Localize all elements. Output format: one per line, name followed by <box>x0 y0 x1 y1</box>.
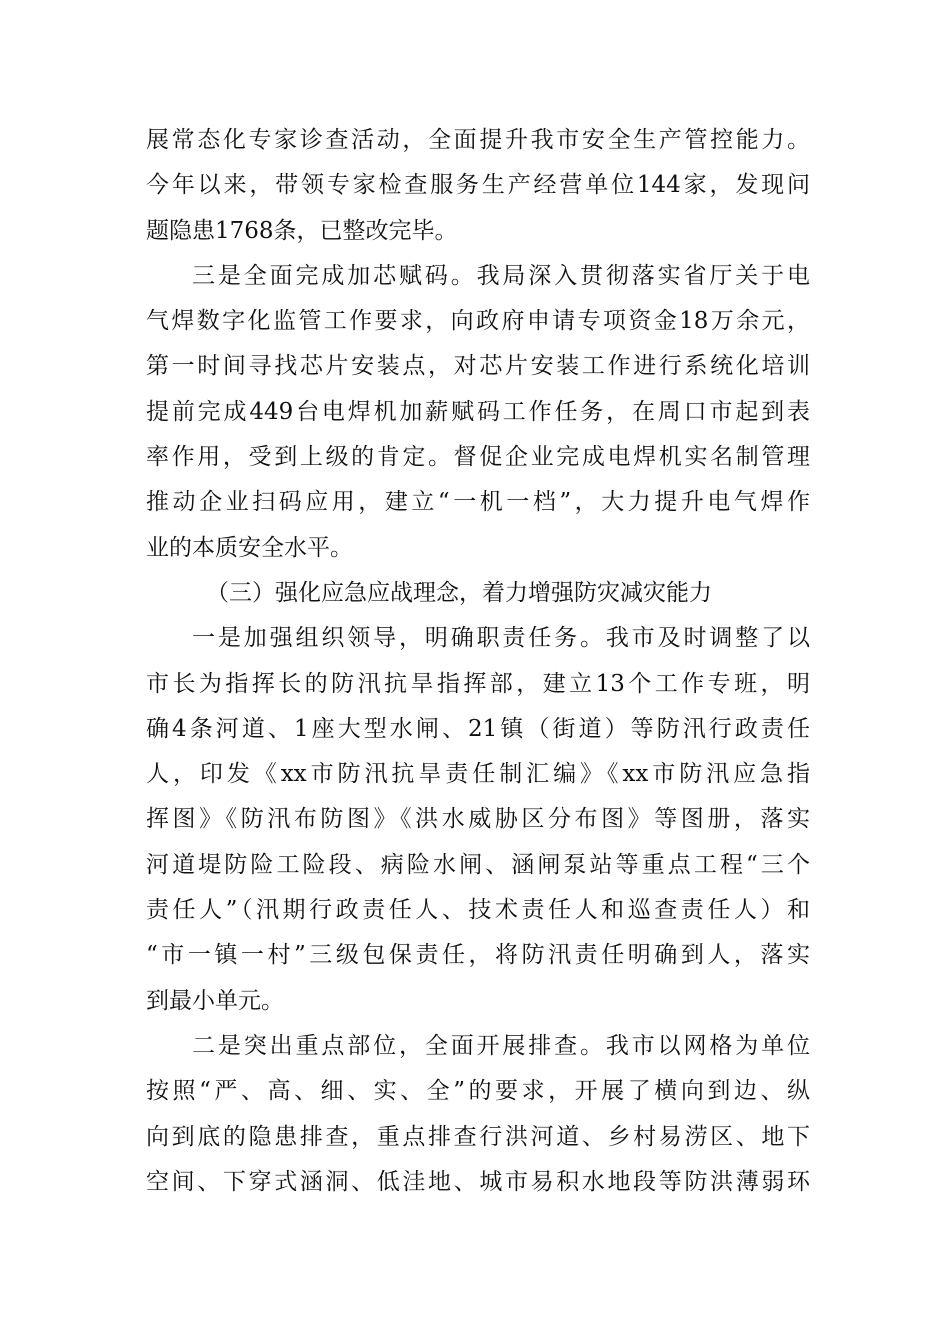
text-line: 确4条河道、1座大型水闸、21镇（街道）等防汛行政责任 <box>146 715 810 742</box>
text-line: 今年以来，带领专家检查服务生产经营单位144家，发现问 <box>146 172 810 199</box>
text-line: 推动企业扫码应用，建立“一机一档”，大力提升电气焊作 <box>146 489 810 516</box>
text-line: 责任人”（汛期行政责任人、技术责任人和巡查责任人）和 <box>146 897 810 924</box>
text-line: 展常态化专家诊查活动，全面提升我市安全生产管控能力。 <box>146 127 810 153</box>
text-line: 河道堤防险工险段、病险水闸、涵闸泵站等重点工程“三个 <box>146 851 810 878</box>
section-heading: （三）强化应急应战理念，着力增强防灾减灾能力 <box>206 579 712 606</box>
text-line: 按照“严、高、细、实、全”的要求，开展了横向到边、纵 <box>146 1078 810 1105</box>
text-line: 空间、下穿式涵洞、低洼地、城市易积水地段等防洪薄弱环 <box>146 1168 810 1195</box>
text-line: 业的本质安全水平。 <box>146 534 353 561</box>
body-text <box>146 118 810 1205</box>
paragraph-start-line: 一是加强组织领导，明确职责任务。我市及时调整了以 <box>192 625 810 652</box>
text-line: 到最小单元。 <box>146 987 284 1014</box>
text-line: 气焊数字化监管工作要求，向政府申请专项资金18万余元， <box>146 308 810 335</box>
text-line: 市长为指挥长的防汛抗旱指挥部，建立13个工作专班，明 <box>146 670 810 697</box>
text-line: 提前完成449台电焊机加薪赋码工作任务，在周口市起到表 <box>146 398 810 425</box>
paragraph-start-line: 三是全面完成加芯赋码。我局深入贯彻落实省厅关于电 <box>192 262 810 289</box>
text-line: 第一时间寻找芯片安装点，对芯片安装工作进行系统化培训 <box>146 353 810 380</box>
text-line: 挥图》《防汛布防图》《洪水威胁区分布图》等图册，落实 <box>146 806 810 833</box>
text-line: 人，印发《xx市防汛抗旱责任制汇编》《xx市防汛应急指 <box>146 761 810 788</box>
text-line: 率作用，受到上级的肯定。督促企业完成电焊机实名制管理 <box>146 444 810 471</box>
text-line: 向到底的隐患排查，重点排查行洪河道、乡村易涝区、地下 <box>146 1123 810 1150</box>
paragraph-start-line: 二是突出重点部位，全面开展排查。我市以网格为单位 <box>192 1032 810 1059</box>
text-line: 题隐患1768条，已整改完毕。 <box>146 217 458 244</box>
text-line: “市一镇一村”三级包保责任，将防汛责任明确到人，落实 <box>146 942 810 969</box>
